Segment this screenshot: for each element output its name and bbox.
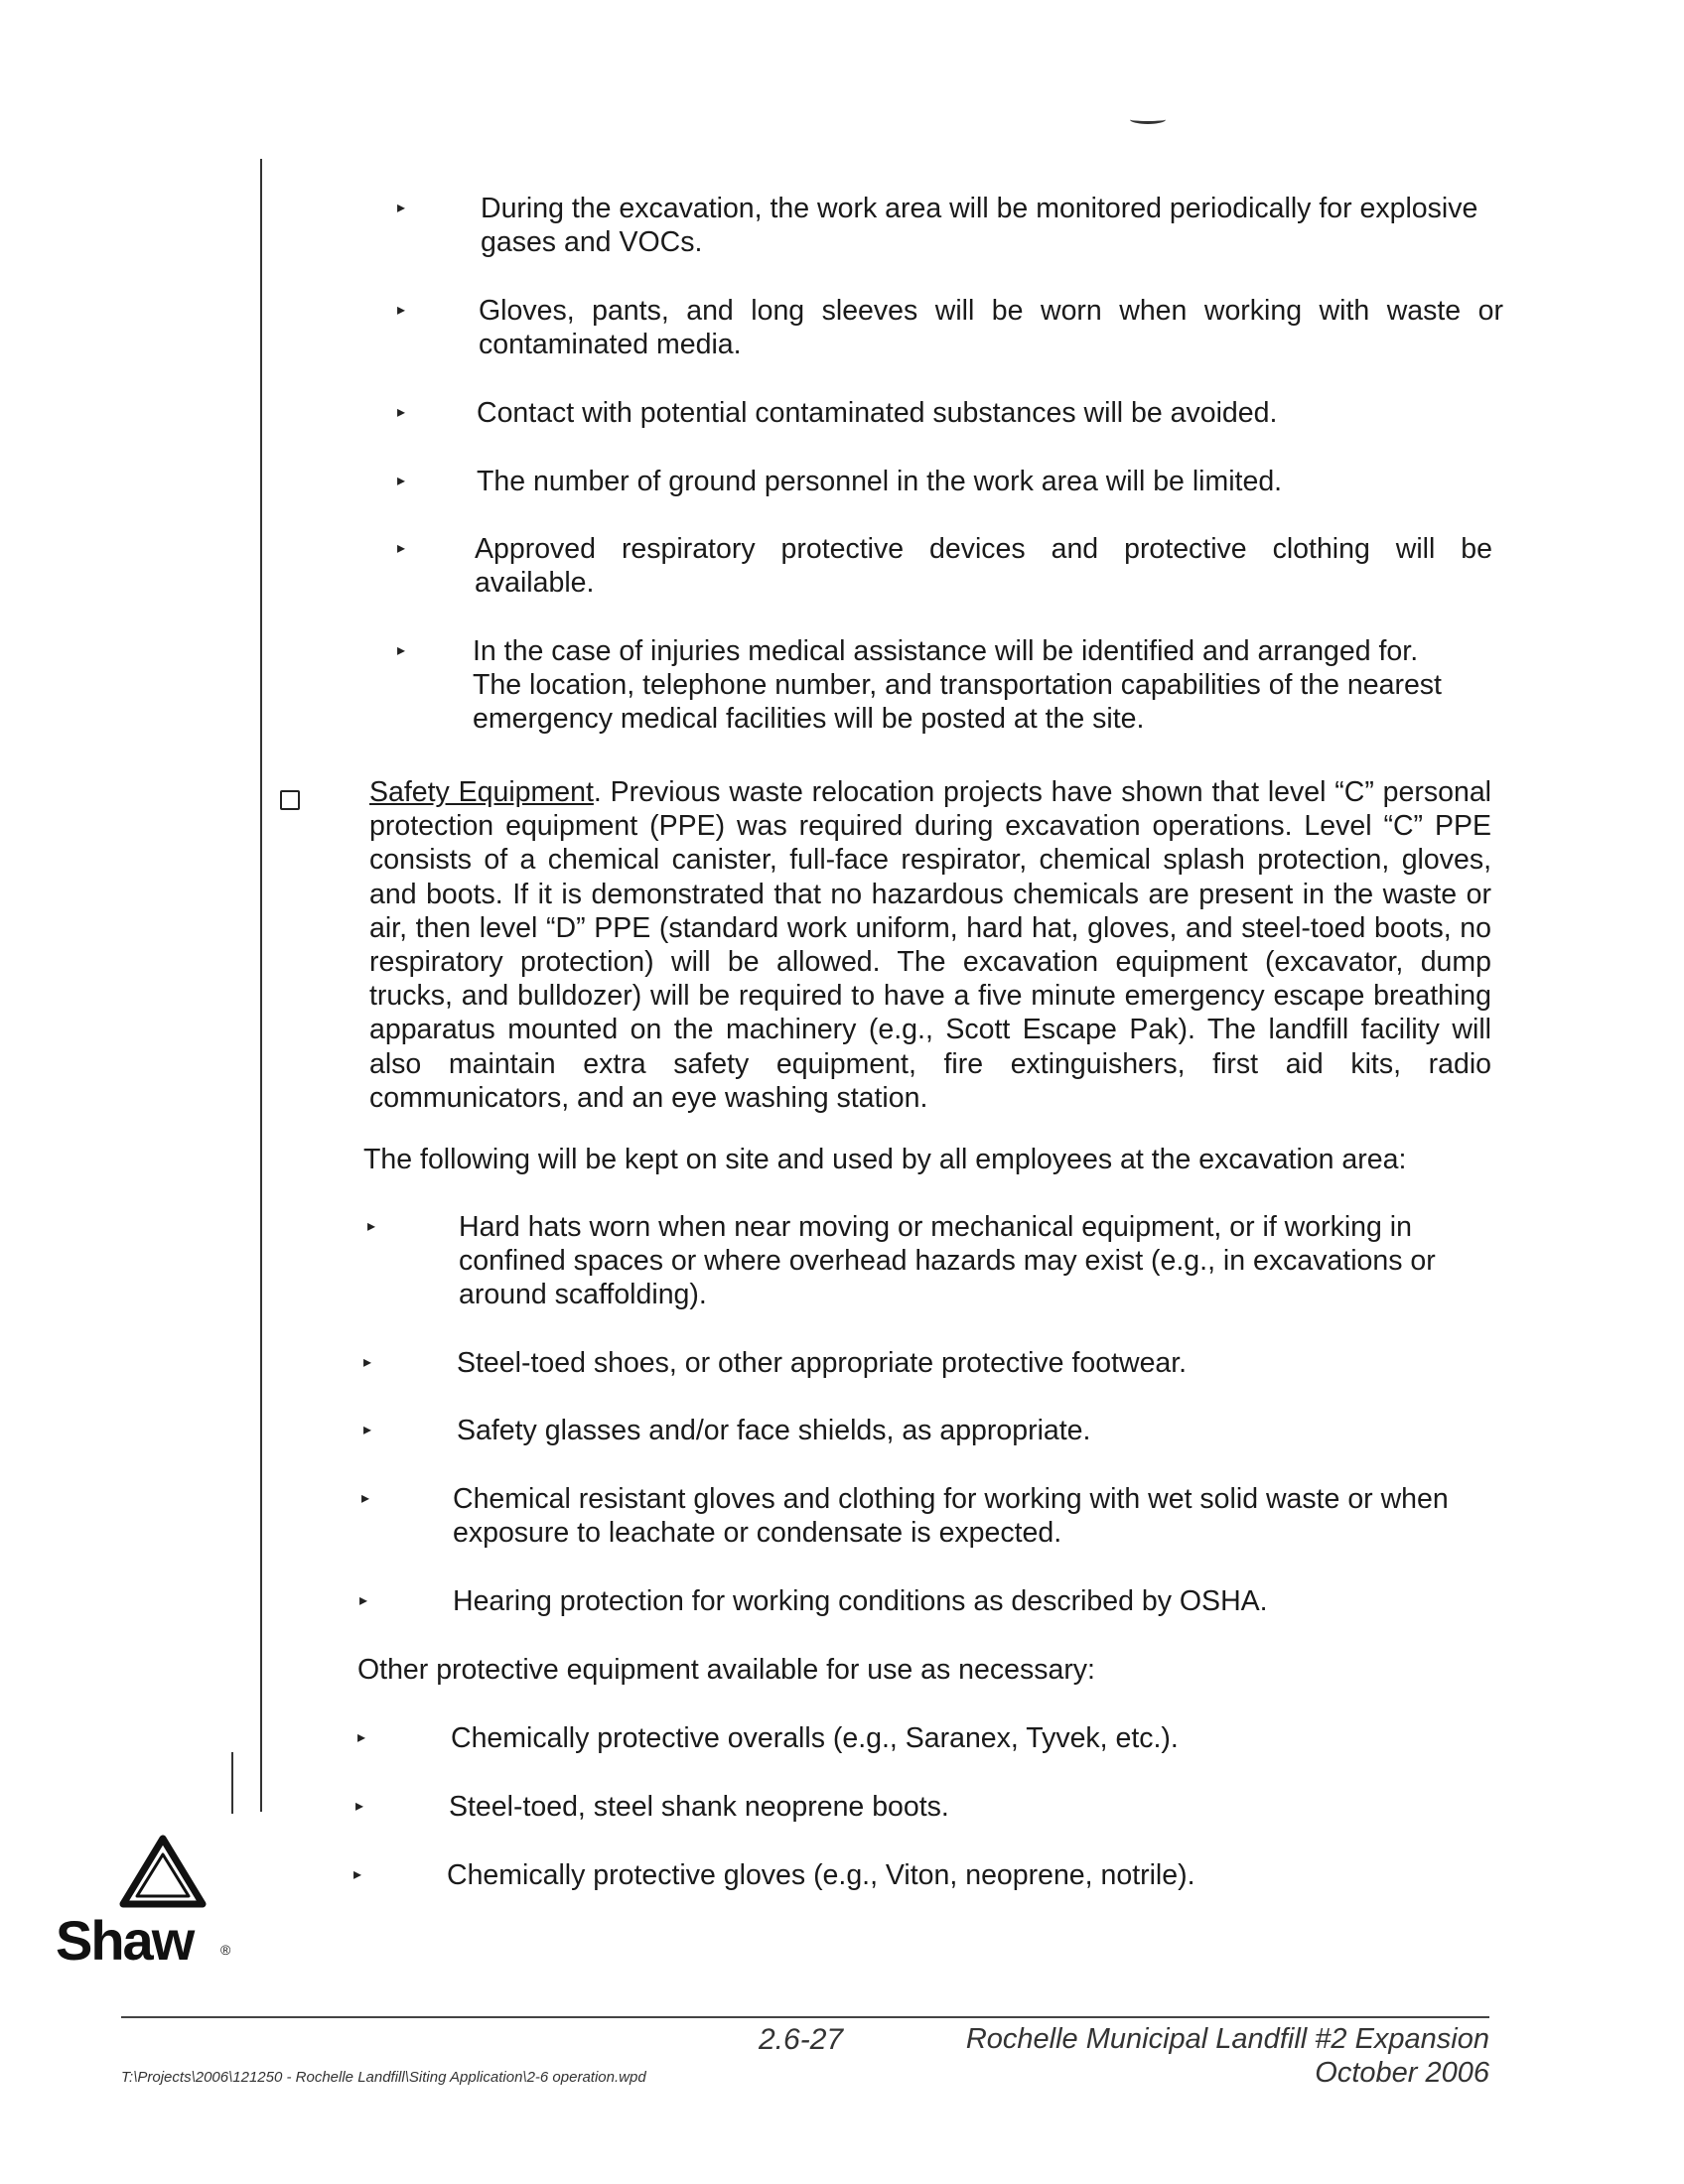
list-item-text: Steel-toed, steel shank neoprene boots.: [449, 1791, 949, 1823]
list-item-text: around scaffolding).: [459, 1279, 707, 1310]
list-item-text: Hearing protection for working conditions as described by OSHA.: [453, 1585, 1268, 1617]
page-number: 2.6-27: [759, 2023, 844, 2056]
list-item-text: gases and VOCs.: [481, 226, 703, 258]
document-date: October 2006: [1315, 2057, 1489, 2089]
registered-mark: ®: [220, 1942, 231, 1958]
bullet-arrow-icon: ▸: [359, 1592, 368, 1609]
bullet-arrow-icon: ▸: [397, 302, 406, 319]
list-item-text: Chemically protective overalls (e.g., Saranex, Tyvek, etc.).: [451, 1722, 1179, 1754]
bullet-arrow-icon: ▸: [353, 1866, 362, 1883]
paragraph-body: . Previous waste relocation projects have shown that level “C” personal protection equipment (PPE) was required during excavation operations. Level “C” PPE consists of a chemical canister, full-face respirator, chemical splash protection, gloves, and boots. If it is demonstrated that no hazardous chemicals are present in the waste or air, then level “D” PPE (standard work uniform, hard hat, gloves, and steel-toed boots, no respiratory protection) will be allowed. The excavation equipment (excavator, dump trucks, and bulldozer) will be required to have a five minute emergency escape breathing apparatus mounted on the machinery (e.g., Scott Escape Pak). The landfill facility will also maintain extra safety equipment, fire extinguishers, first aid kits, radio communicators, and an eye washing station.: [369, 776, 1492, 1114]
file-path: T:\Projects\2006\121250 - Rochelle Landfill\Siting Application\2-6 operation.wpd: [121, 2069, 646, 2086]
revision-bar: [231, 1752, 233, 1814]
list-item-text: available.: [475, 567, 595, 599]
safety-equipment-paragraph: [369, 775, 1491, 1115]
footer-divider: [121, 2016, 1489, 2018]
list-item-text: Hard hats worn when near moving or mechanical equipment, or if working in: [459, 1211, 1412, 1243]
list-item-text: Chemical resistant gloves and clothing for working with wet solid waste or when: [453, 1483, 1449, 1515]
kept-on-site-intro: The following will be kept on site and used by all employees at the excavation area:: [363, 1144, 1407, 1175]
list-item-text: Contact with potential contaminated substances will be avoided.: [477, 397, 1278, 429]
list-item-text: Steel-toed shoes, or other appropriate protective footwear.: [457, 1347, 1188, 1379]
bullet-arrow-icon: ▸: [363, 1354, 372, 1371]
list-item-text: contaminated media.: [479, 329, 742, 360]
list-item-text: The location, telephone number, and transportation capabilities of the nearest: [473, 669, 1442, 701]
checkbox-square-icon: [280, 790, 300, 810]
triangle-logo-icon: [117, 1833, 209, 1912]
bullet-arrow-icon: ▸: [397, 540, 406, 557]
bullet-arrow-icon: ▸: [361, 1490, 370, 1507]
list-item-text: confined spaces or where overhead hazards may exist (e.g., in excavations or: [459, 1245, 1436, 1277]
list-item-text: The number of ground personnel in the work area will be limited.: [477, 466, 1283, 497]
bullet-arrow-icon: ▸: [355, 1798, 364, 1815]
list-item-text: In the case of injuries medical assistance will be identified and arranged for.: [473, 635, 1419, 667]
list-item-text: Approved respiratory protective devices and protective clothing will be: [475, 533, 1492, 565]
bullet-arrow-icon: ▸: [357, 1729, 366, 1746]
bullet-arrow-icon: ▸: [367, 1218, 376, 1235]
document-title: Rochelle Municipal Landfill #2 Expansion: [965, 2023, 1489, 2055]
list-item-text: Safety glasses and/or face shields, as appropriate.: [457, 1415, 1091, 1446]
bullet-arrow-icon: ▸: [363, 1422, 372, 1438]
scan-artifact-mark: [1130, 115, 1166, 124]
other-equipment-intro: Other protective equipment available for use as necessary:: [357, 1654, 1095, 1686]
bullet-arrow-icon: ▸: [397, 200, 406, 216]
list-item-text: exposure to leachate or condensate is expected.: [453, 1517, 1062, 1549]
logo-wordmark: Shaw: [56, 1909, 194, 1972]
list-item-text: Chemically protective gloves (e.g., Viton, neoprene, notrile).: [447, 1859, 1195, 1891]
list-item-text: emergency medical facilities will be posted at the site.: [473, 703, 1145, 735]
revision-bar: [260, 159, 262, 1812]
bullet-arrow-icon: ▸: [397, 404, 406, 421]
list-item-text: Gloves, pants, and long sleeves will be worn when working with waste or: [479, 295, 1503, 327]
shaw-logo: [56, 1833, 244, 1972]
bullet-arrow-icon: ▸: [397, 642, 406, 659]
section-heading: Safety Equipment: [369, 776, 594, 808]
bullet-arrow-icon: ▸: [397, 473, 406, 489]
list-item-text: During the excavation, the work area will be monitored periodically for explosive: [481, 193, 1478, 224]
